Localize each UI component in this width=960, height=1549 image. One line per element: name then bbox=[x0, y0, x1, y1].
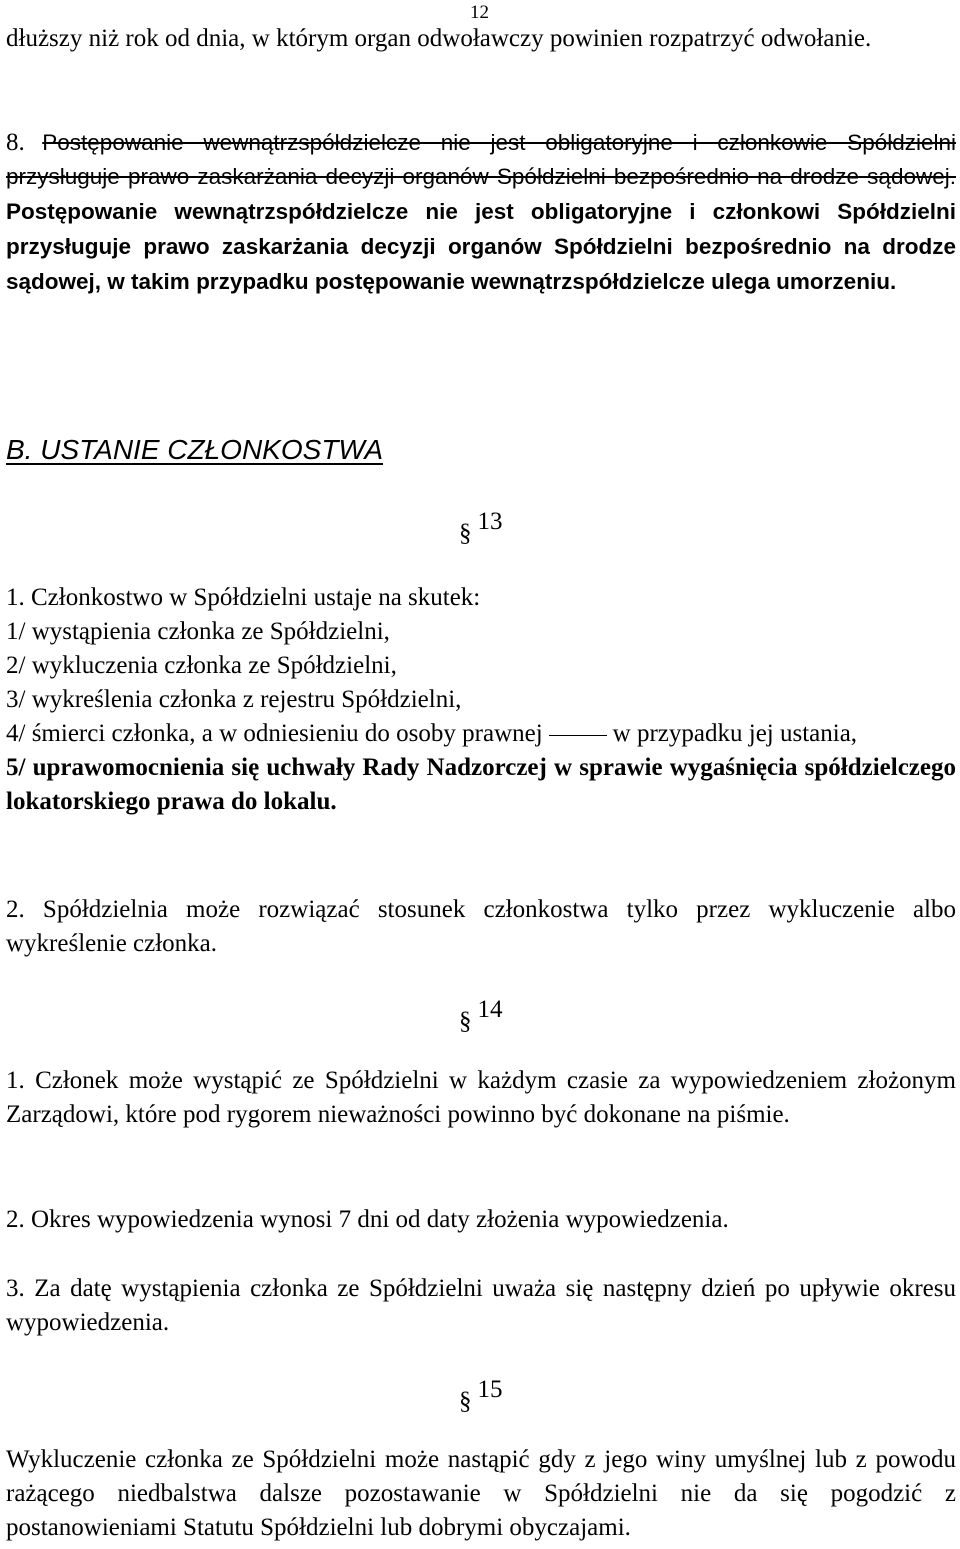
page-number: 12 bbox=[470, 2, 489, 23]
paragraph-15-number: 15 bbox=[477, 1376, 503, 1403]
section-sign-icon: § bbox=[459, 520, 472, 547]
list-item-4 bbox=[6, 717, 956, 751]
point-1-intro: 1. Członkostwo w Spółdzielni ustaje na skutek: bbox=[6, 584, 481, 611]
paragraph-14-point-1: 1. Członek może wystąpić ze Spółdzielni w każdym czasie za wypowiedzeniem złożonym Zarządowi, które pod rygorem nieważności powinno być dokonane na piśmie. bbox=[6, 1067, 956, 1128]
top-paragraph: dłuższy niż rok od dnia, w którym organ odwoławczy powinien rozpatrzyć odwołanie. bbox=[6, 25, 872, 52]
item-8-number: 8. bbox=[6, 129, 25, 156]
list-item-5: 5/ uprawomocnienia się uchwały Rady Nadzorczej w sprawie wygaśnięcia spółdzielczego lokatorskiego prawa do lokalu. bbox=[6, 754, 956, 815]
list-item: 3/ wykreślenia członka z rejestru Spółdzielni, bbox=[6, 686, 462, 713]
paragraph-15-heading bbox=[459, 1376, 503, 1415]
paragraph-13-number: 13 bbox=[477, 508, 503, 535]
em-dash bbox=[549, 735, 607, 736]
item-8 bbox=[6, 126, 956, 299]
paragraph-14-number: 14 bbox=[477, 996, 503, 1023]
paragraph-14-point-2: 2. Okres wypowiedzenia wynosi 7 dni od daty złożenia wypowiedzenia. bbox=[6, 1206, 729, 1233]
item-8-new-text: Postępowanie wewnątrzspółdzielcze nie jest obligatoryjne i członkowi Spółdzielni przysługuje prawo zaskarżania decyzji organów Spółdzielni bezpośrednio na drodze sądowej, w takim przypadku postępowanie wewnątrzspółdzielcze ulega umorzeniu. bbox=[6, 199, 956, 294]
list-item: 1/ wystąpienia członka ze Spółdzielni, bbox=[6, 618, 390, 645]
section-b-heading: B. USTANIE CZŁONKOSTWA bbox=[6, 434, 384, 465]
paragraph-13-point-2: 2. Spółdzielnia może rozwiązać stosunek członkostwa tylko przez wykluczenie albo wykreślenie członka. bbox=[6, 896, 956, 957]
item-4-before: 4/ śmierci członka, a w odniesieniu do osoby prawnej bbox=[6, 720, 543, 747]
paragraph-13-point-1 bbox=[6, 581, 956, 819]
item-8-struck-text: Postępowanie wewnątrzspółdzielcze nie jest obligatoryjne i członkowie Spółdzielni przysługuje prawo zaskarżania decyzji organów Spółdzielni bezpośrednio na drodze sądowej. bbox=[6, 130, 957, 189]
paragraph-14-point-3: 3. Za datę wystąpienia członka ze Spółdzielni uważa się następny dzień po upływie okresu wypowiedzenia. bbox=[6, 1275, 956, 1336]
section-sign-icon: § bbox=[459, 1388, 472, 1415]
paragraph-13-heading bbox=[459, 508, 503, 547]
list-item: 2/ wykluczenia członka ze Spółdzielni, bbox=[6, 652, 397, 679]
paragraph-14-heading bbox=[459, 996, 503, 1035]
section-sign-icon: § bbox=[459, 1008, 472, 1035]
item-4-after: w przypadku jej ustania, bbox=[612, 720, 858, 747]
paragraph-15-text: Wykluczenie członka ze Spółdzielni może nastąpić gdy z jego winy umyślnej lub z powodu rażącego niedbalstwa dalsze pozostawanie w Spółdzielni nie da się pogodzić z postanowieniami Statutu Spółdzielni lub dobrymi obyczajami. bbox=[6, 1446, 956, 1541]
